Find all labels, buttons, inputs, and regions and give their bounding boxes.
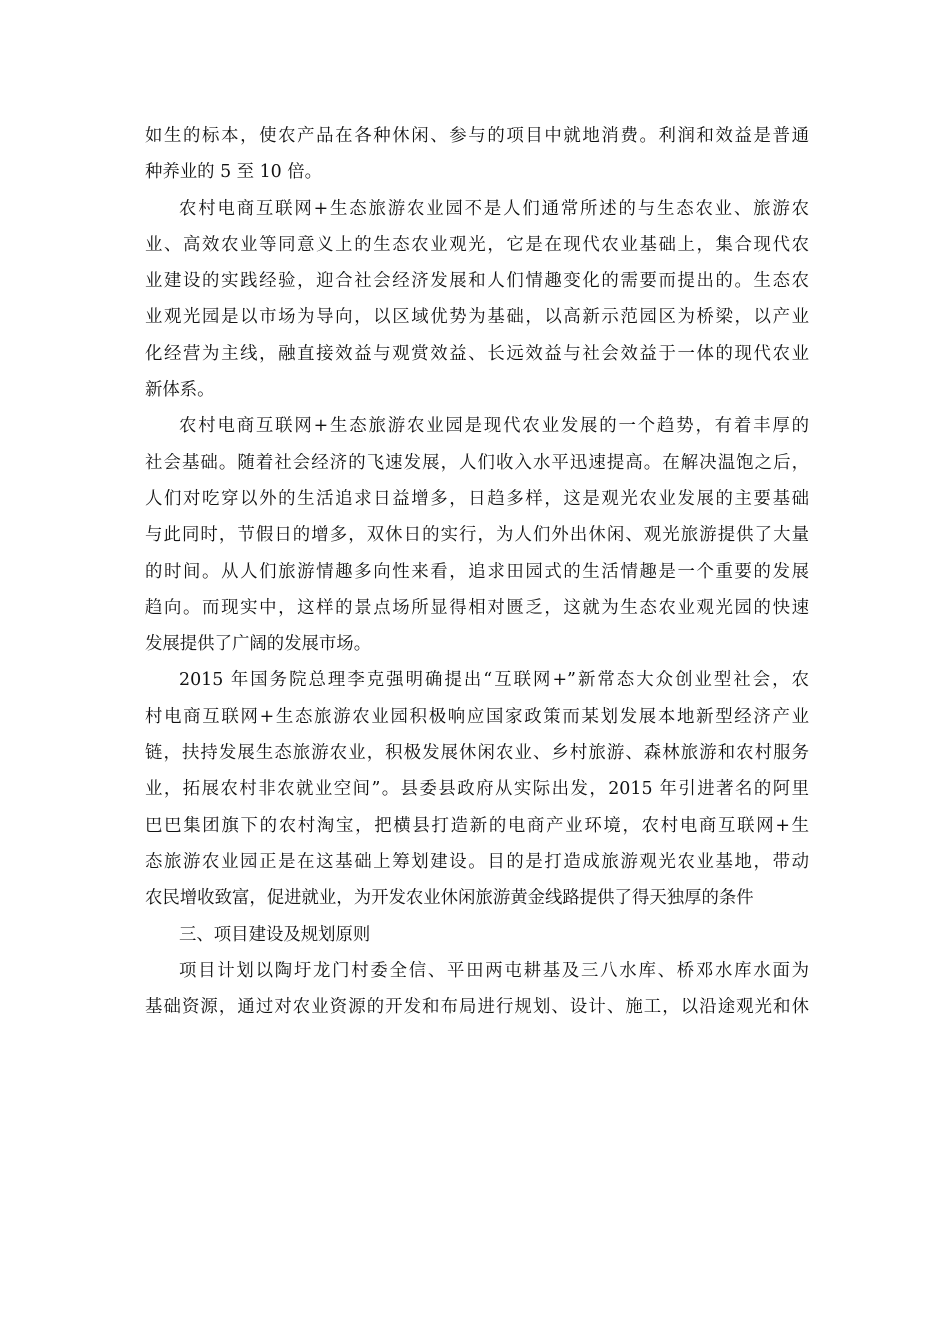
text-line: 人们对吃穿以外的生活追求日益增多，日趋多样，这是观光农业发展的主要基础 bbox=[145, 488, 809, 509]
text-line: 种养业的 5 至 10 倍。 bbox=[145, 162, 323, 183]
text-line: 态旅游农业园正是在这基础上筹划建设。目的是打造成旅游观光农业基地，带动 bbox=[145, 851, 809, 872]
paragraph bbox=[145, 662, 809, 916]
text-line: 业观光园是以市场为导向，以区域优势为基础，以高新示范园区为桥梁，以产业 bbox=[145, 307, 809, 328]
text-line: 农民增收致富，促进就业，为开发农业休闲旅游黄金线路提供了得天独厚的条件 bbox=[145, 888, 754, 909]
text-line: 业、高效农业等同意义上的生态农业观光，它是在现代农业基础上，集合现代农 bbox=[145, 234, 809, 255]
text-line: 业，拓展农村非农就业空间”。县委县政府从实际出发，2015 年引进著名的阿里 bbox=[145, 779, 809, 800]
text-line: 业建设的实践经验，迎合社会经济发展和人们情趣变化的需要而提出的。生态农 bbox=[145, 271, 809, 292]
section-heading bbox=[145, 917, 809, 953]
text-line: 项目计划以陶圩龙门村委全信、平田两屯耕基及三八水库、桥邓水库水面为 bbox=[179, 960, 809, 981]
heading-text: 三、项目建设及规划原则 bbox=[179, 924, 371, 945]
text-line: 新体系。 bbox=[145, 380, 215, 401]
text-line: 如生的标本，使农产品在各种休闲、参与的项目中就地消费。利润和效益是普通 bbox=[145, 126, 809, 146]
text-line: 趋向。而现实中，这样的景点场所显得相对匮乏，这就为生态农业观光园的快速 bbox=[145, 597, 809, 618]
text-line: 农村电商互联网+生态旅游农业园不是人们通常所述的与生态农业、旅游农 bbox=[179, 198, 809, 219]
text-line: 发展提供了广阔的发展市场。 bbox=[145, 634, 372, 655]
paragraph bbox=[145, 953, 809, 1026]
text-line: 的时间。从人们旅游情趣多向性来看，追求田园式的生活情趣是一个重要的发展 bbox=[145, 561, 809, 582]
text-line: 化经营为主线，融直接效益与观赏效益、长远效益与社会效益于一体的现代农业 bbox=[145, 343, 809, 364]
paragraph bbox=[145, 408, 809, 662]
text-line: 巴巴集团旗下的农村淘宝，把横县打造新的电商产业环境，农村电商互联网+生 bbox=[145, 815, 809, 836]
paragraph-continued bbox=[145, 118, 809, 191]
text-line: 基础资源，通过对农业资源的开发和布局进行规划、设计、施工，以沿途观光和休 bbox=[145, 997, 809, 1018]
text-line: 链，扶持发展生态旅游农业，积极发展休闲农业、乡村旅游、森林旅游和农村服务 bbox=[145, 743, 809, 764]
document-body bbox=[145, 118, 809, 1025]
paragraph bbox=[145, 191, 809, 409]
text-line: 农村电商互联网+生态旅游农业园是现代农业发展的一个趋势，有着丰厚的 bbox=[179, 416, 809, 437]
text-line: 村电商互联网+生态旅游农业园积极响应国家政策而某划发展本地新型经济产业 bbox=[145, 706, 809, 727]
text-line: 2015 年国务院总理李克强明确提出“互联网+”新常态大众创业型社会，农 bbox=[179, 670, 809, 691]
text-line: 社会基础。随着社会经济的飞速发展，人们收入水平迅速提高。在解决温饱之后， bbox=[145, 452, 809, 473]
text-line: 与此同时，节假日的增多，双休日的实行，为人们外出休闲、观光旅游提供了大量 bbox=[145, 525, 809, 546]
